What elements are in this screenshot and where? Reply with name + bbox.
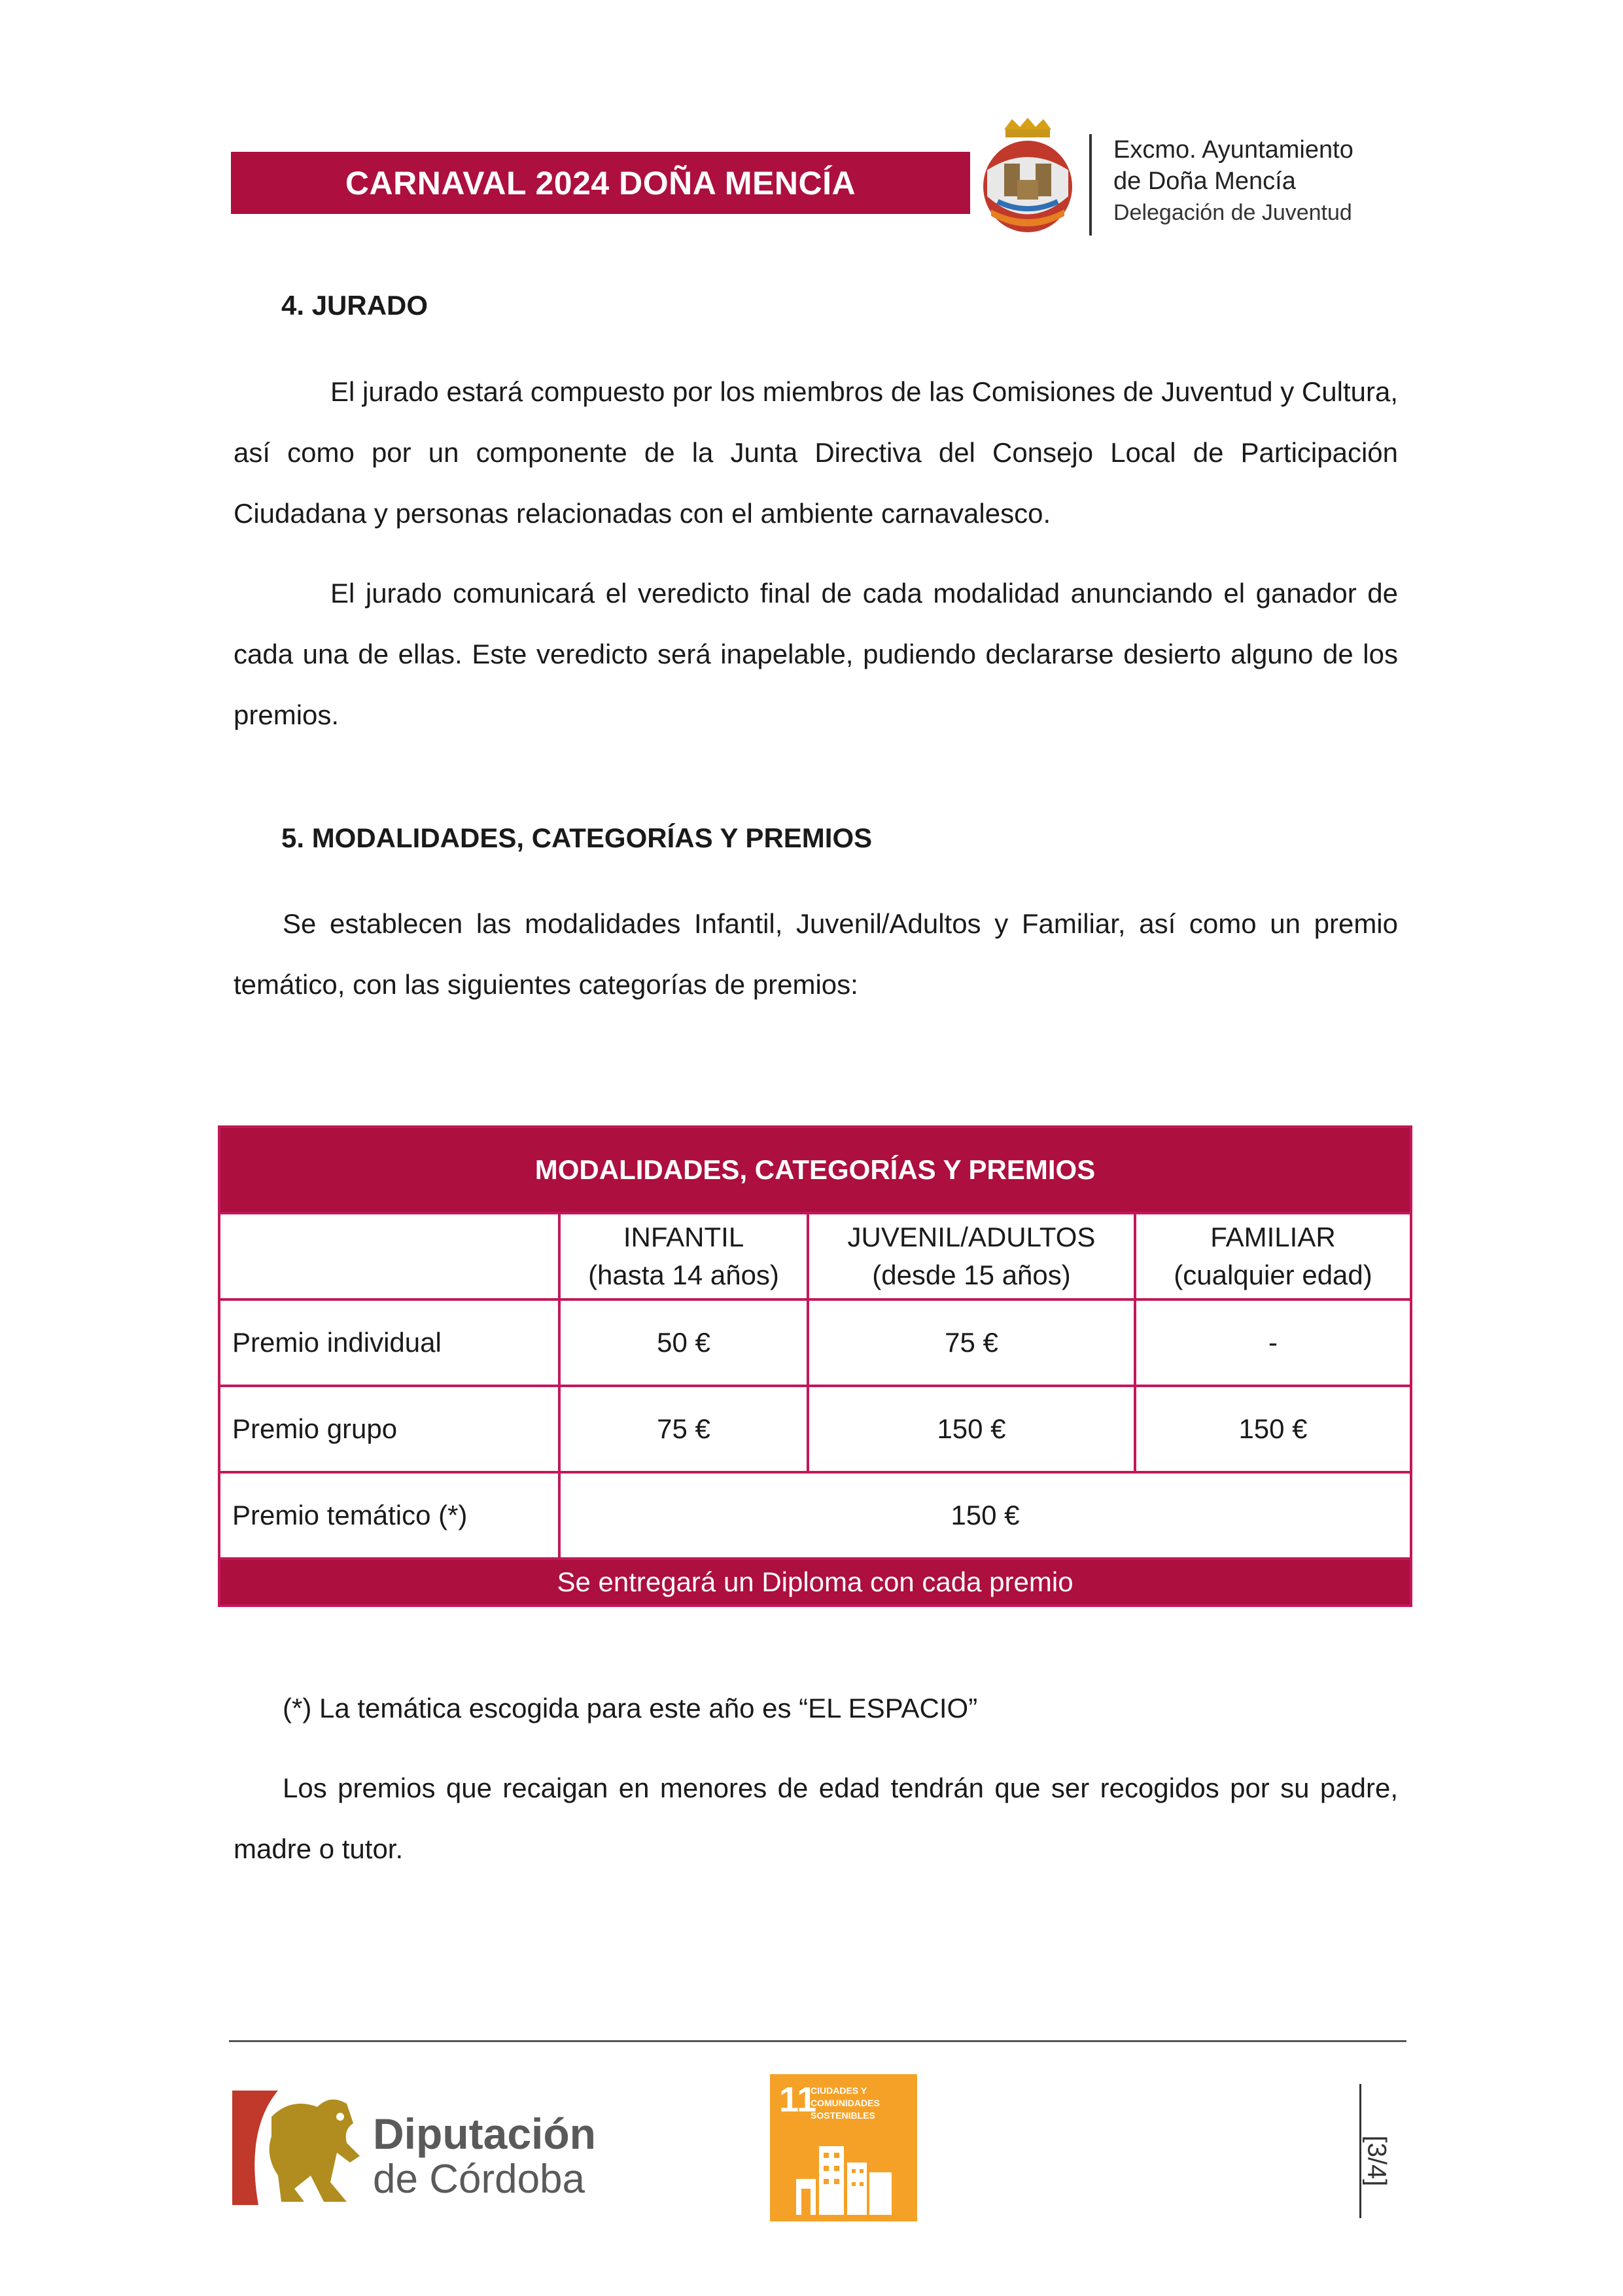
- diputacion-name: [373, 2110, 596, 2202]
- table-column-headers: [219, 1213, 1411, 1299]
- page-number: [3/4]: [1362, 2135, 1391, 2187]
- table-cell: 150 €: [808, 1386, 1135, 1472]
- section-4-paragraph-2: El jurado comunicará el veredicto final de cada modalidad anunciando el ganador de cada una de ellas. Este veredicto será inapelable, pudiendo declararse desierto alguno de los premios.: [234, 578, 1398, 730]
- row-label: Premio grupo: [219, 1386, 559, 1472]
- diputacion-lion-logo: [232, 2091, 363, 2205]
- sdg-11-badge: [770, 2074, 917, 2221]
- sdg-number: 11: [779, 2080, 817, 2119]
- section-5-heading: 5. MODALIDADES, CATEGORÍAS Y PREMIOS: [281, 822, 873, 853]
- table-row: [219, 1386, 1411, 1472]
- section-4-heading: 4. JURADO: [281, 290, 428, 321]
- org-line-3: Delegación de Juventud: [1113, 200, 1352, 225]
- column-subtitle: (cualquier edad): [1174, 1260, 1372, 1290]
- minors-note: Los premios que recaigan en menores de edad tendrán que ser recogidos por su padre, madre o tutor.: [234, 1773, 1398, 1864]
- header-divider: [1089, 134, 1092, 236]
- footer-divider: [229, 2040, 1406, 2042]
- empty-header-cell: [219, 1213, 559, 1299]
- column-header-juvenil-adultos: [808, 1213, 1135, 1299]
- column-subtitle: (hasta 14 años): [588, 1260, 779, 1290]
- table-title: MODALIDADES, CATEGORÍAS Y PREMIOS: [219, 1127, 1411, 1213]
- municipal-crest-logo: [978, 118, 1077, 236]
- column-header-familiar: [1135, 1213, 1411, 1299]
- table-row: [219, 1472, 1411, 1559]
- city-buildings-icon: [796, 2133, 894, 2215]
- column-header-infantil: [559, 1213, 808, 1299]
- sdg-title: CIUDADES Y COMUNIDADES SOSTENIBLES: [811, 2085, 880, 2121]
- document-title-banner: CARNAVAL 2024 DOÑA MENCÍA: [231, 152, 970, 214]
- section-4-paragraph-1: El jurado estará compuesto por los miembros de las Comisiones de Juventud y Cultura, así como por un componente de la Junta Directiva del Consejo Local de Participación Ciudadana y personas relacionadas con el ambiente carnavalesco.: [234, 376, 1398, 529]
- org-line-1: Excmo. Ayuntamiento: [1113, 136, 1353, 164]
- thematic-note: (*) La temática escogida para este año es “EL ESPACIO”: [283, 1693, 978, 1723]
- table-cell: 50 €: [559, 1299, 808, 1386]
- prize-table: [218, 1125, 1412, 1607]
- column-name: FAMILIAR: [1210, 1222, 1336, 1252]
- org-line-2: de Doña Mencía: [1113, 168, 1296, 195]
- column-subtitle: (desde 15 años): [872, 1260, 1071, 1290]
- diputacion-line-2: de Córdoba: [373, 2157, 585, 2202]
- table-cell: 150 €: [559, 1472, 1411, 1559]
- table-footer: Se entregará un Diploma con cada premio: [219, 1559, 1411, 1606]
- row-label: Premio individual: [219, 1299, 559, 1386]
- table-cell: 75 €: [808, 1299, 1135, 1386]
- table-cell: 150 €: [1135, 1386, 1411, 1472]
- table-cell: -: [1135, 1299, 1411, 1386]
- row-label: Premio temático (*): [219, 1472, 559, 1559]
- organization-name: [1113, 134, 1353, 228]
- column-name: JUVENIL/ADULTOS: [847, 1222, 1096, 1252]
- diputacion-line-1: Diputación: [373, 2110, 596, 2158]
- table-row: [219, 1299, 1411, 1386]
- section-5-paragraph-1: Se establecen las modalidades Infantil, Juvenil/Adultos y Familiar, así como un premio temático, con las siguientes categorías de premios:: [234, 908, 1398, 1000]
- table-cell: 75 €: [559, 1386, 808, 1472]
- column-name: INFANTIL: [623, 1222, 744, 1252]
